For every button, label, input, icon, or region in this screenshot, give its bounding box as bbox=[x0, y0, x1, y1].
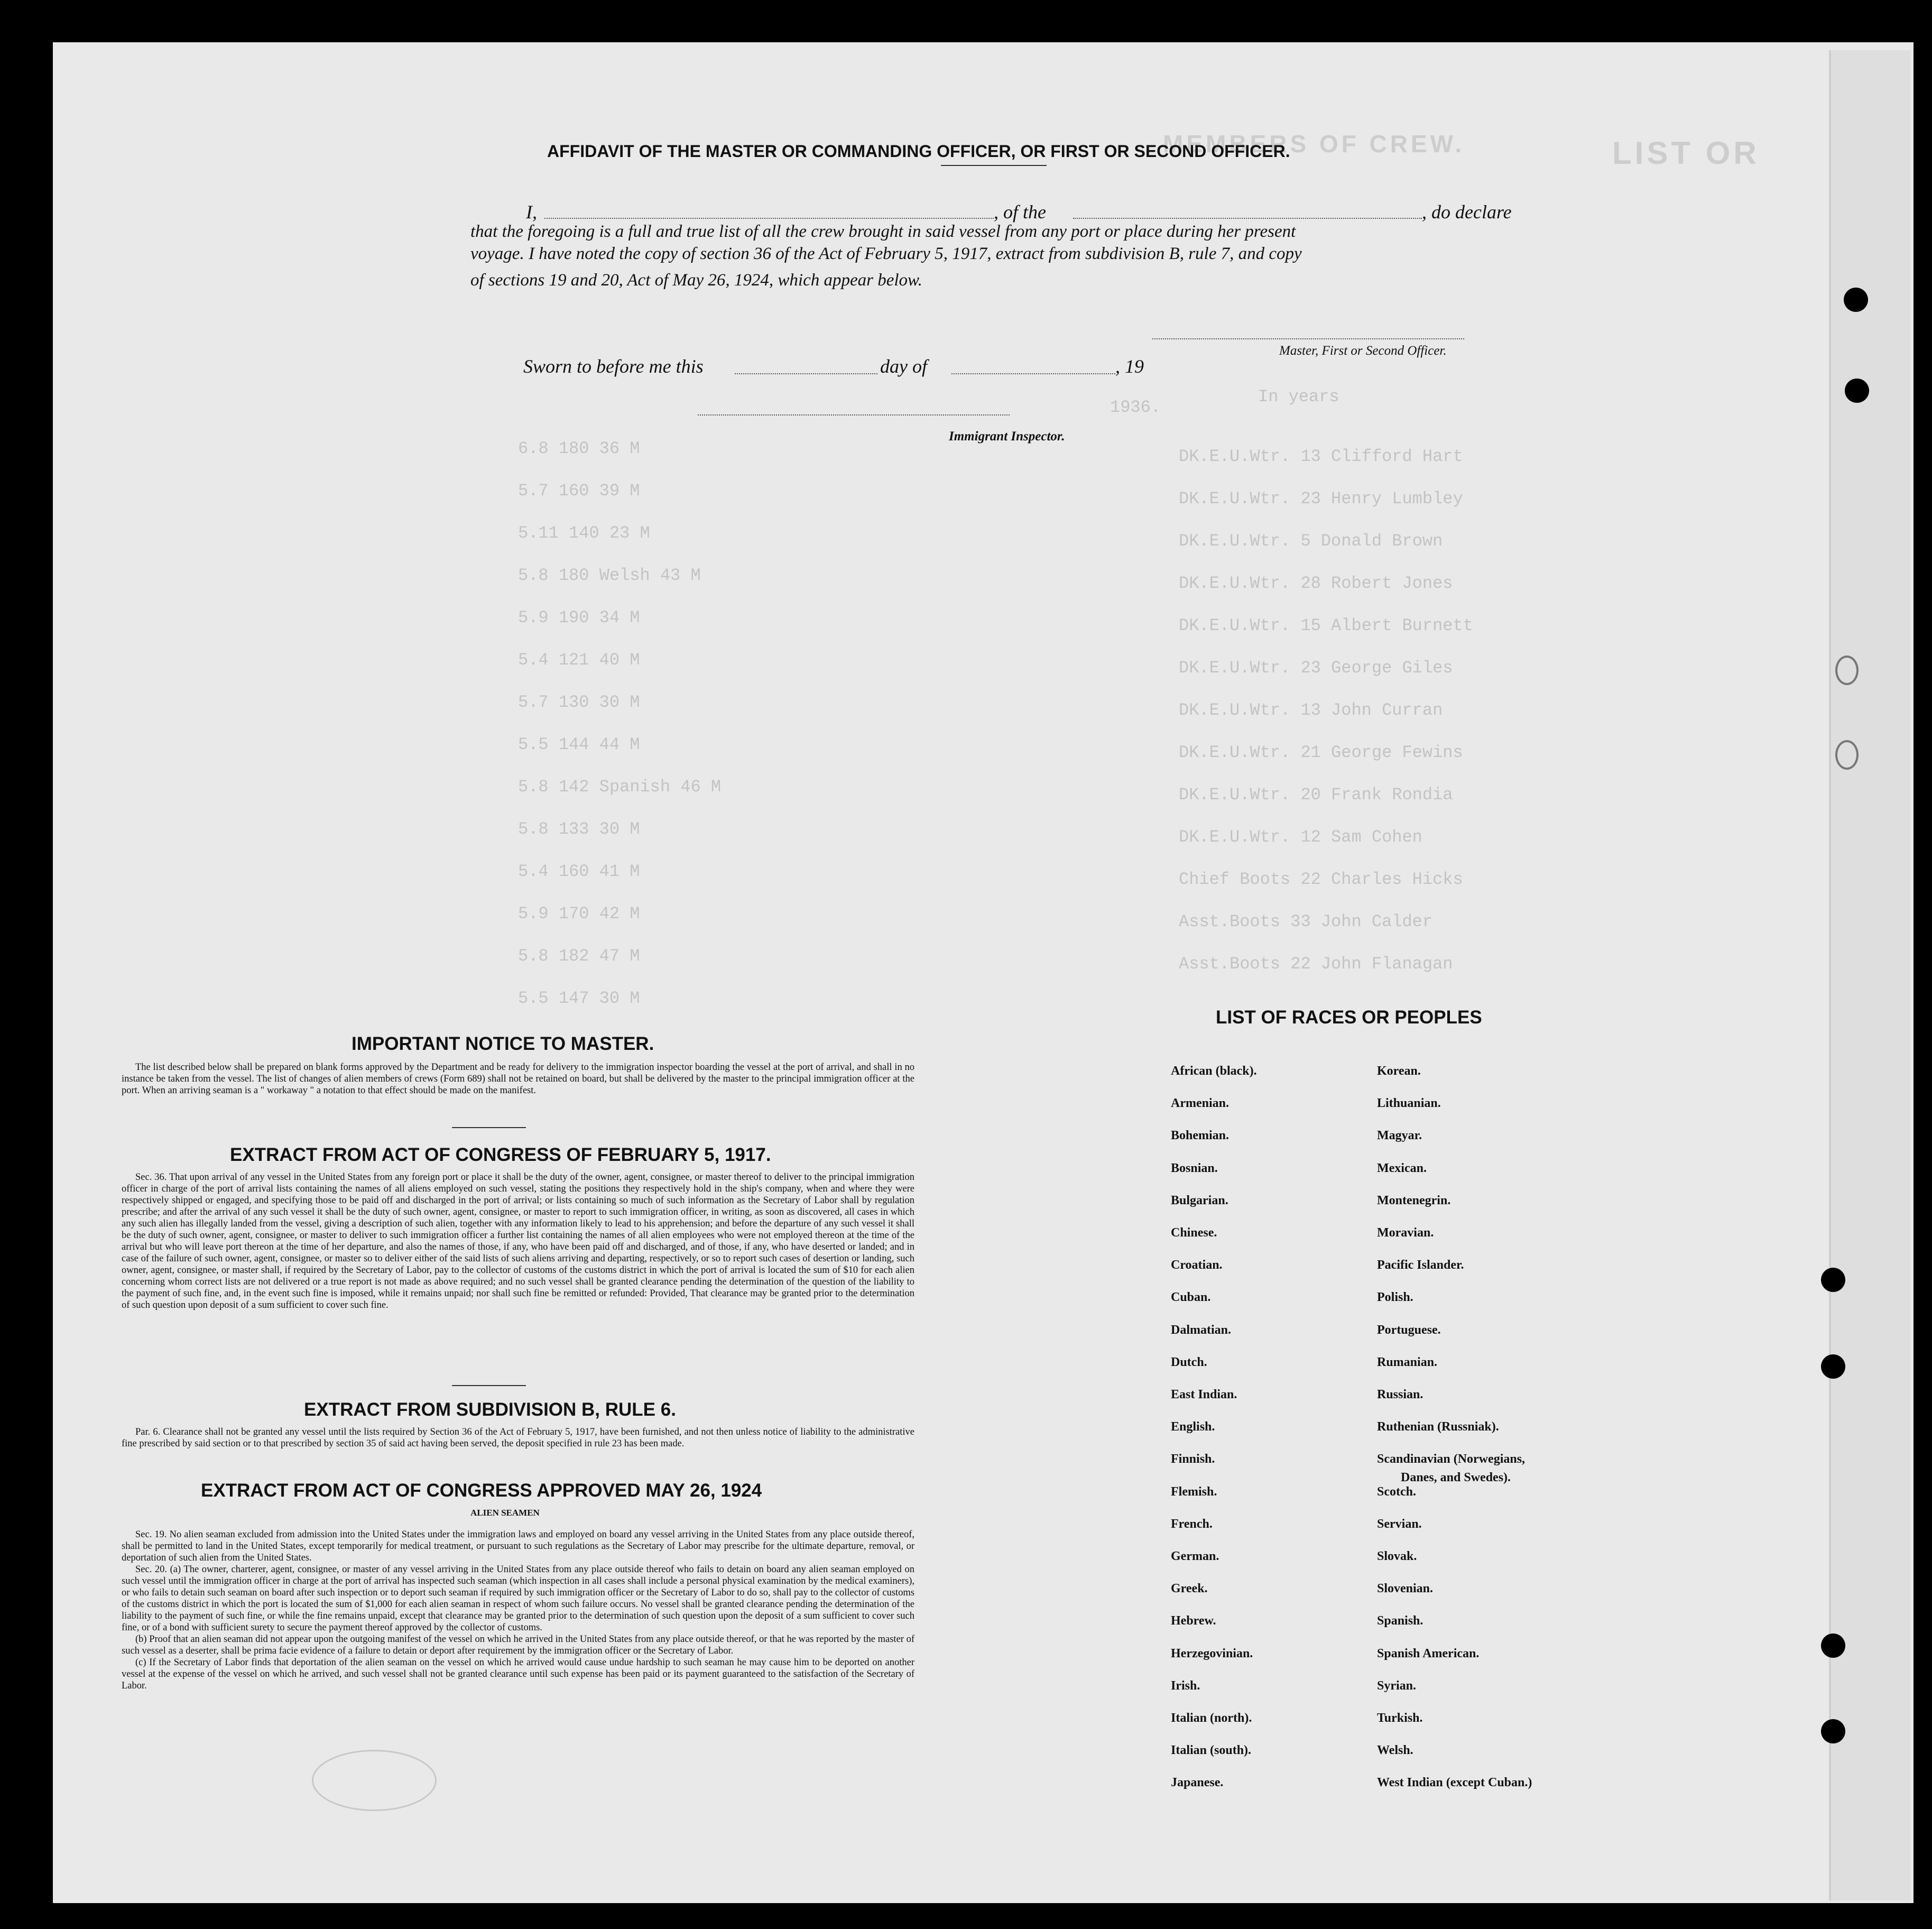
race-item: Scandinavian (Norwegians, bbox=[1377, 1452, 1526, 1466]
race-item: West Indian (except Cuban.) bbox=[1377, 1776, 1532, 1790]
declaration-line-3: voyage. I have noted the copy of section 36 of the Act of February 5, 1917, extract from subdivision B, rule 7, and copy bbox=[470, 244, 1302, 263]
race-item: Chinese. bbox=[1171, 1226, 1217, 1240]
bleed-through-name: DK.E.U.Wtr. 21 George Fewins bbox=[1179, 743, 1463, 762]
sec20b-text: (b) Proof that an alien seaman did not appear upon the outgoing manifest of the vessel on which he arrived in the United States from any place outside thereof, or that he was reported by the master of such vessel as a deserter, shall be prima facie evidence of a failure to detain or deport after requirement by the immigration officer or the Secretary of Labor. bbox=[122, 1634, 914, 1656]
vessel-name-field[interactable] bbox=[1073, 218, 1422, 219]
bleed-through-row: 5.5 144 44 M bbox=[518, 735, 640, 754]
bleed-through-name: DK.E.U.Wtr. 15 Albert Burnett bbox=[1179, 616, 1473, 635]
race-item: Lithuanian. bbox=[1377, 1096, 1441, 1111]
race-item: East Indian. bbox=[1171, 1388, 1237, 1401]
master-signature-line[interactable] bbox=[1152, 338, 1464, 339]
race-item: Korean. bbox=[1377, 1064, 1421, 1078]
extract-rule6-body bbox=[122, 1426, 914, 1450]
race-item: Bulgarian. bbox=[1171, 1193, 1228, 1207]
declaration-do-declare: , do declare bbox=[1422, 201, 1512, 223]
race-item: French. bbox=[1171, 1517, 1213, 1531]
faint-stamp bbox=[312, 1750, 437, 1811]
bleed-through-row: 5.11 140 23 M bbox=[518, 523, 650, 543]
sworn-text: Sworn to before me this bbox=[523, 356, 704, 377]
bleed-through-name: Asst.Boots 22 John Flanagan bbox=[1179, 954, 1453, 974]
race-item: Hebrew. bbox=[1171, 1614, 1216, 1628]
notice-title: IMPORTANT NOTICE TO MASTER. bbox=[352, 1033, 654, 1054]
bleed-through-row: 5.8 182 47 M bbox=[518, 946, 640, 966]
race-item: Rumanian. bbox=[1377, 1355, 1438, 1369]
affidavit-title: AFFIDAVIT OF THE MASTER OR COMMANDING OFFICER, OR FIRST OR SECOND OFFICER. bbox=[547, 142, 1290, 161]
race-item: African (black). bbox=[1171, 1064, 1257, 1078]
bleed-through-name: DK.E.U.Wtr. 5 Donald Brown bbox=[1179, 531, 1443, 551]
notice-body-text: The list described below shall be prepared on blank forms approved by the Department and be ready for delivery to the immigration inspector boarding the vessel at the port of arrival, and shall in no instance be taken from the vessel. The list of changes of alien members of crews (Form 689) shall not be retained on board, but shall be delivered by the master to the principal immigration officer at the port. When an arriving seaman is a " workaway " a notation to that effect should be made on the manifest. bbox=[122, 1062, 914, 1096]
bleed-through-name: Chief Boots 22 Charles Hicks bbox=[1179, 870, 1463, 889]
extract-rule6-text: Par. 6. Clearance shall not be granted any vessel until the lists required by Section 36 of the Act of February 5, 1917, have been furnished, and not then unless notice of liability to the administrative fine prescribed by said section or to that prescribed by section 35 of said act having been served, the deposit specified in rule 23 has been made. bbox=[122, 1427, 914, 1449]
race-item: Spanish American. bbox=[1377, 1646, 1480, 1660]
race-item: Magyar. bbox=[1377, 1129, 1422, 1143]
sworn-day-field[interactable] bbox=[735, 373, 877, 374]
race-item: Spanish. bbox=[1377, 1614, 1423, 1628]
race-item: Italian (south). bbox=[1171, 1743, 1252, 1758]
binder-hole bbox=[1821, 1719, 1845, 1743]
sec19-text: Sec. 19. No alien seaman excluded from admission into the United States under the immigration laws and employed on board any vessel arriving in the United States from any place outside thereof, shall be permitted to land in the United States, except temporarily for medical treatment, or pursuant to such regulations as the Secretary of Labor may prescribe for the ultimate departure, removal, or deportation of such alien from the United States. bbox=[122, 1529, 914, 1563]
race-item: Slovak. bbox=[1377, 1549, 1417, 1563]
race-item: Montenegrin. bbox=[1377, 1193, 1451, 1207]
bleed-through-row: 5.7 130 30 M bbox=[518, 693, 640, 712]
race-item: Portuguese. bbox=[1377, 1323, 1441, 1337]
race-item: Moravian. bbox=[1377, 1226, 1434, 1240]
race-item: Slovenian. bbox=[1377, 1582, 1434, 1596]
race-item: Armenian. bbox=[1171, 1096, 1229, 1111]
race-item: Bohemian. bbox=[1171, 1129, 1230, 1143]
bleed-through-name: DK.E.U.Wtr. 28 Robert Jones bbox=[1179, 574, 1453, 593]
race-item: Croatian. bbox=[1171, 1258, 1223, 1272]
inspector-label: Immigrant Inspector. bbox=[949, 429, 1065, 444]
bleed-through-row: 6.8 180 36 M bbox=[518, 439, 640, 458]
binder-hole bbox=[1821, 1633, 1845, 1658]
bleed-through-name: DK.E.U.Wtr. 23 Henry Lumbley bbox=[1179, 489, 1463, 509]
race-item: Mexican. bbox=[1377, 1161, 1427, 1175]
race-item: Servian. bbox=[1377, 1517, 1422, 1531]
sworn-day-of: day of bbox=[880, 356, 927, 377]
race-item: Ruthenian (Russniak). bbox=[1377, 1420, 1499, 1434]
race-item: Finnish. bbox=[1171, 1452, 1215, 1466]
bleed-through-row: 5.8 180 Welsh 43 M bbox=[518, 566, 701, 585]
bleed-through-row: 5.4 160 41 M bbox=[518, 862, 640, 881]
race-item: Dutch. bbox=[1171, 1355, 1207, 1369]
declarant-name-field[interactable] bbox=[544, 218, 994, 219]
sworn-year-prefix: , 19 bbox=[1115, 356, 1144, 377]
race-item: Turkish. bbox=[1377, 1711, 1423, 1725]
bleed-through-header-right: MEMBERS OF CREW. bbox=[1163, 130, 1465, 158]
race-item: German. bbox=[1171, 1549, 1219, 1563]
sec20c-text: (c) If the Secretary of Labor finds that deportation of the alien seaman on the vessel on which he arrived would cause undue hardship to such seaman he may cause him to be deported on another vessel at the expense of the vessel on which he arrived, and such vessel shall not be granted clearance until such expense has been paid or its payment guaranteed to the satisfaction of the Secretary of Labor. bbox=[122, 1657, 914, 1691]
binder-hole-open bbox=[1835, 656, 1859, 685]
binder-hole bbox=[1821, 1354, 1845, 1379]
extract-1917-body bbox=[122, 1171, 914, 1311]
race-item: Welsh. bbox=[1377, 1743, 1413, 1758]
extract-1917-text: Sec. 36. That upon arrival of any vessel in the United States from any foreign port or place it shall be the duty of the owner, agent, consignee, or master thereof to deliver to the principal immigration officer in charge of the port of arrival lists containing the names of all aliens employed on such vessel, stating the positions they respectively hold in the ship's company, when and where they were respectively shipped or engaged, and specifying those to be paid off and discharged in the port of arrival; or lists containing so much of such information as the Secretary of Labor shall by regulation prescribe; and after the arrival of any such vessel it shall be the duty of such owner, agent, consignee, or master to report to such immigration officer, in writing, as soon as discovered, all cases in which any such alien has illegally landed from the vessel, giving a description of such alien, together with any information likely to lead to his apprehension; and before the departure of any such vessel it shall be the duty of such owner, agent, consignee, or master to deliver to such immigration officer a further list containing the names of all alien employees who were not employed thereon at the time of the arrival but who will leave port thereon at the time of her departure, and also the names of those, if any, who have been paid off and discharged, and of those, if any, who have deserted or landed; and in case of the failure of such owner, agent, consignee, or master so to deliver either of the said lists of such aliens arriving and departing, respectively, or so to report such cases of desertion or landing, such owner, agent, consignee, or master shall, if required by the Secretary of Labor, pay to the collector of customs of the customs district in which the port of arrival is located the sum of $10 for each alien concerning whom correct lists are not delivered or a true report is not made as above required; and no such vessel shall be granted clearance pending the determination of the question of the liability to the payment of such fine, and, in the event such fine is imposed, while it remains unpaid; nor shall such fine be remitted or refunded: Provided, That clearance may be granted prior to the determination of such question upon deposit of a sum sufficient to cover such fine. bbox=[122, 1172, 914, 1310]
race-item: Scotch. bbox=[1377, 1484, 1416, 1499]
races-title: LIST OF RACES OR PEOPLES bbox=[1216, 1007, 1482, 1028]
extract-1924-body bbox=[122, 1529, 914, 1692]
bleed-through-name: DK.E.U.Wtr. 13 John Curran bbox=[1179, 700, 1443, 720]
binder-hole bbox=[1844, 288, 1868, 312]
affidavit-title-rule bbox=[941, 165, 1047, 166]
bleed-through-row: 5.9 190 34 M bbox=[518, 608, 640, 627]
divider bbox=[452, 1385, 526, 1386]
extract-1917-title: EXTRACT FROM ACT OF CONGRESS OF FEBRUARY 5, 1917. bbox=[230, 1145, 771, 1165]
race-item: English. bbox=[1171, 1420, 1215, 1434]
bleed-through-row: 5.7 160 39 M bbox=[518, 481, 640, 501]
race-item: Russian. bbox=[1377, 1388, 1423, 1401]
race-item: Flemish. bbox=[1171, 1484, 1217, 1499]
notice-body bbox=[122, 1062, 914, 1096]
bleed-through-name: Asst.Boots 33 John Calder bbox=[1179, 912, 1433, 931]
inspector-signature-line[interactable] bbox=[698, 414, 1010, 416]
race-item: Dalmatian. bbox=[1171, 1323, 1231, 1337]
binder-hole bbox=[1845, 379, 1869, 403]
race-item: Herzegovinian. bbox=[1171, 1646, 1253, 1660]
race-scandinavian-cont: Danes, and Swedes). bbox=[1401, 1471, 1511, 1484]
bleed-through-year: 1936. bbox=[1110, 398, 1161, 417]
divider bbox=[452, 1127, 526, 1128]
race-item: Syrian. bbox=[1377, 1678, 1417, 1693]
declaration-of-the: , of the bbox=[994, 201, 1046, 223]
race-item: Polish. bbox=[1377, 1290, 1413, 1305]
binder-hole bbox=[1821, 1268, 1845, 1292]
bleed-through-header: LIST OR bbox=[1612, 135, 1760, 171]
bleed-through-row: 5.8 133 30 M bbox=[518, 819, 640, 839]
sworn-month-field[interactable] bbox=[951, 373, 1115, 374]
declaration-i: I, bbox=[526, 201, 537, 223]
bleed-through-in-years: In years bbox=[1258, 387, 1339, 407]
race-item: Greek. bbox=[1171, 1582, 1208, 1596]
extract-1924-title: EXTRACT FROM ACT OF CONGRESS APPROVED MAY 26, 1924 bbox=[201, 1480, 762, 1501]
race-item: Pacific Islander. bbox=[1377, 1258, 1464, 1272]
master-signature-label: Master, First or Second Officer. bbox=[1279, 344, 1447, 358]
bleed-through-name: DK.E.U.Wtr. 20 Frank Rondia bbox=[1179, 785, 1453, 805]
declaration-line-2: that the foregoing is a full and true list of all the crew brought in said vessel from any port or place during her present bbox=[470, 222, 1296, 241]
extract-rule6-title: EXTRACT FROM SUBDIVISION B, RULE 6. bbox=[304, 1399, 676, 1420]
race-item: Bosnian. bbox=[1171, 1161, 1218, 1175]
bleed-through-row: 5.5 147 30 M bbox=[518, 989, 640, 1008]
bleed-through-row: 5.9 170 42 M bbox=[518, 904, 640, 924]
page-edge bbox=[1829, 50, 1910, 1900]
bleed-through-name: DK.E.U.Wtr. 12 Sam Cohen bbox=[1179, 827, 1422, 847]
extract-1924-subtitle: ALIEN SEAMEN bbox=[470, 1508, 540, 1518]
race-item: Italian (north). bbox=[1171, 1711, 1252, 1725]
binder-hole-open bbox=[1835, 740, 1859, 770]
bleed-through-row: 5.4 121 40 M bbox=[518, 650, 640, 670]
bleed-through-name: DK.E.U.Wtr. 13 Clifford Hart bbox=[1179, 447, 1463, 466]
race-item: Irish. bbox=[1171, 1678, 1200, 1693]
bleed-through-row: 5.8 142 Spanish 46 M bbox=[518, 777, 722, 797]
sec20a-text: Sec. 20. (a) The owner, charterer, agent, consignee, or master of any vessel arriving in the United States from any place outside thereof who fails to detain on board any alien seaman employed on such vessel until the immigration officer in charge at the port of arrival has inspected such seaman (which inspection in all cases shall include a personal physical examination by the medical examiners), or who fails to detain such seaman on board after such inspection or to deport such seaman if required by such immigration officer or the Secretary of Labor to do so, shall pay to the collector of customs of the customs district in which the port is located the sum of $1,000 for each alien seaman in respect of whom such failure occurs. No vessel shall be granted clearance pending the determination of the liability to the payment of such fine, or while the fine remains unpaid, except that clearance may be granted prior to the determination of such question upon the deposit of a sum sufficient to cover such fine, or of a bond with sufficient surety to secure the payment thereof approved by the collector of customs. bbox=[122, 1564, 914, 1633]
declaration-line-4: of sections 19 and 20, Act of May 26, 1924, which appear below. bbox=[470, 271, 922, 290]
race-item: Cuban. bbox=[1171, 1290, 1211, 1305]
bleed-through-name: DK.E.U.Wtr. 23 George Giles bbox=[1179, 658, 1453, 678]
race-item: Japanese. bbox=[1171, 1776, 1224, 1790]
